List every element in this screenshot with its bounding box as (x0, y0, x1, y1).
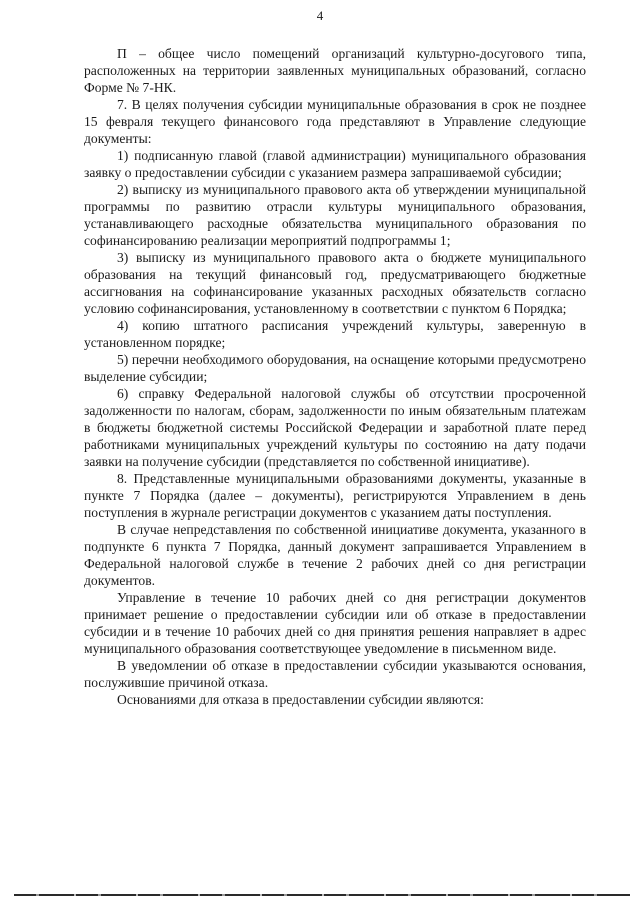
paragraph-decision: Управление в течение 10 рабочих дней со дня регистрации документов принимает решение о предоставлении субсидии или об отказе в предоставлении субсидии и в течение 10 рабочих дней со дня принятия решения направляет в адрес муниципального образования соответствующее уведомление в письменном виде. (84, 590, 586, 656)
paragraph-refusal-notice: В уведомлении об отказе в предоставлении субсидии указываются основания, послужившие причиной отказа. (84, 658, 586, 690)
paragraph-p-definition: П – общее число помещений организаций культурно-досугового типа, расположенных на территории заявленных муниципальных образований, согласно Форме № 7-НК. (84, 46, 586, 95)
paragraph-item-7: 7. В целях получения субсидии муниципальные образования в срок не позднее 15 февраля текущего финансового года представляют в Управление следующие документы: (84, 97, 586, 146)
paragraph-item-8: 8. Представленные муниципальными образованиями документы, указанные в пункте 7 Порядка (далее – документы), регистрируются Управлением в день поступления в журнале регистрации документов с указанием даты поступления. (84, 471, 586, 520)
paragraph-subitem-4: 4) копию штатного расписания учреждений культуры, заверенную в установленном порядке; (84, 318, 586, 350)
paragraph-subitem-2: 2) выписку из муниципального правового акта об утверждении муниципальной программы по развитию отрасли культуры муниципального образования, устанавливающего расходные обязательства муниципального образования по софинансированию реализации мероприятий подпрограммы 1; (84, 182, 586, 248)
paragraph-subitem-3: 3) выписку из муниципального правового акта о бюджете муниципального образования на текущий финансовый год, предусматривающего бюджетные ассигнования на софинансирование указанных расходных обязательств согласно условию софинансирования, установленному в соответствии с пунктом 6 Порядка; (84, 250, 586, 316)
paragraph-subitem-6: 6) справку Федеральной налоговой службы об отсутствии просроченной задолженности по налогам, сборам, задолженности по иным обязательным платежам в бюджеты бюджетной системы Российской Федерации и заработной плате перед работниками муниципальных учреждений культуры по состоянию на дату подачи заявки на получение субсидии (представляется по собственной инициативе). (84, 386, 586, 469)
page-number: 4 (316, 8, 324, 23)
paragraph-subitem-5: 5) перечни необходимого оборудования, на оснащение которыми предусмотрено выделение субсидии; (84, 352, 586, 384)
document-body (84, 45, 586, 708)
paragraph-refusal-grounds: Основаниями для отказа в предоставлении субсидии являются: (117, 692, 484, 707)
scan-edge-line (14, 894, 630, 896)
paragraph-nonsubmission: В случае непредставления по собственной инициативе документа, указанного в подпункте 6 пункта 7 Порядка, данный документ запрашивается Управлением в Федеральной налоговой службе в течение 2 рабочих дней со дня регистрации документов. (84, 522, 586, 588)
paragraph-subitem-1: 1) подписанную главой (главой администрации) муниципального образования заявку о предоставлении субсидии с указанием размера запрашиваемой субсидии; (84, 148, 586, 180)
